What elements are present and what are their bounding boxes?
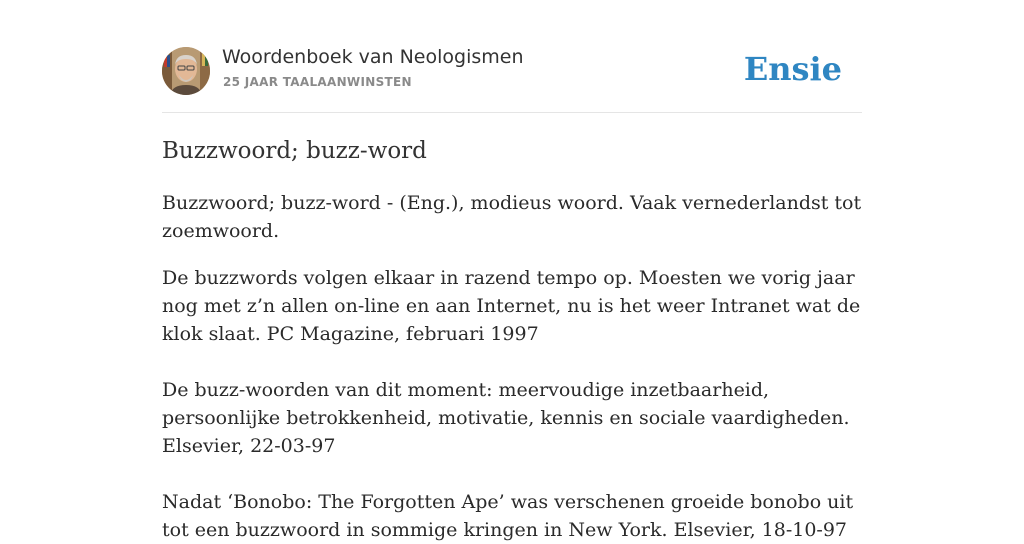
entry-body — [162, 189, 862, 544]
quote-paragraph: De buzzwords volgen elkaar in razend tempo op. Moesten we vorig jaar nog met z’n allen on-line en aan Internet, nu is het weer Intranet wat de klok slaat. PC Magazine, februari 1997 — [162, 267, 861, 345]
brand-logo-link[interactable]: Ensie — [743, 50, 842, 88]
entry-definition: Buzzwoord; buzz-word - (Eng.), modieus woord. Vaak vernederlandst tot zoemwoord. — [162, 192, 862, 242]
paragraph-spacer — [162, 348, 862, 376]
quote-paragraph: Nadat ‘Bonobo: The Forgotten Ape’ was verschenen groeide bonobo uit tot een buzzwoord in sommige kringen in New York. Elsevier, 18-10-97 — [162, 491, 854, 541]
entry-title: Buzzwoord; buzz-word — [162, 138, 427, 164]
paragraph-spacer — [162, 460, 862, 488]
quote-paragraph: De buzz-woorden van dit moment: meervoudige inzetbaarheid, persoonlijke betrokkenheid, motivatie, kennis en sociale vaardigheden. Elsevier, 22-03-97 — [162, 379, 850, 457]
site-header — [162, 0, 862, 113]
avatar-portrait-image — [162, 47, 210, 95]
author-avatar[interactable] — [162, 47, 210, 95]
page-container — [162, 0, 862, 541]
site-title[interactable]: Woordenboek van Neologismen — [222, 46, 524, 68]
site-subtitle: 25 JAAR TAALAANWINSTEN — [223, 75, 412, 89]
